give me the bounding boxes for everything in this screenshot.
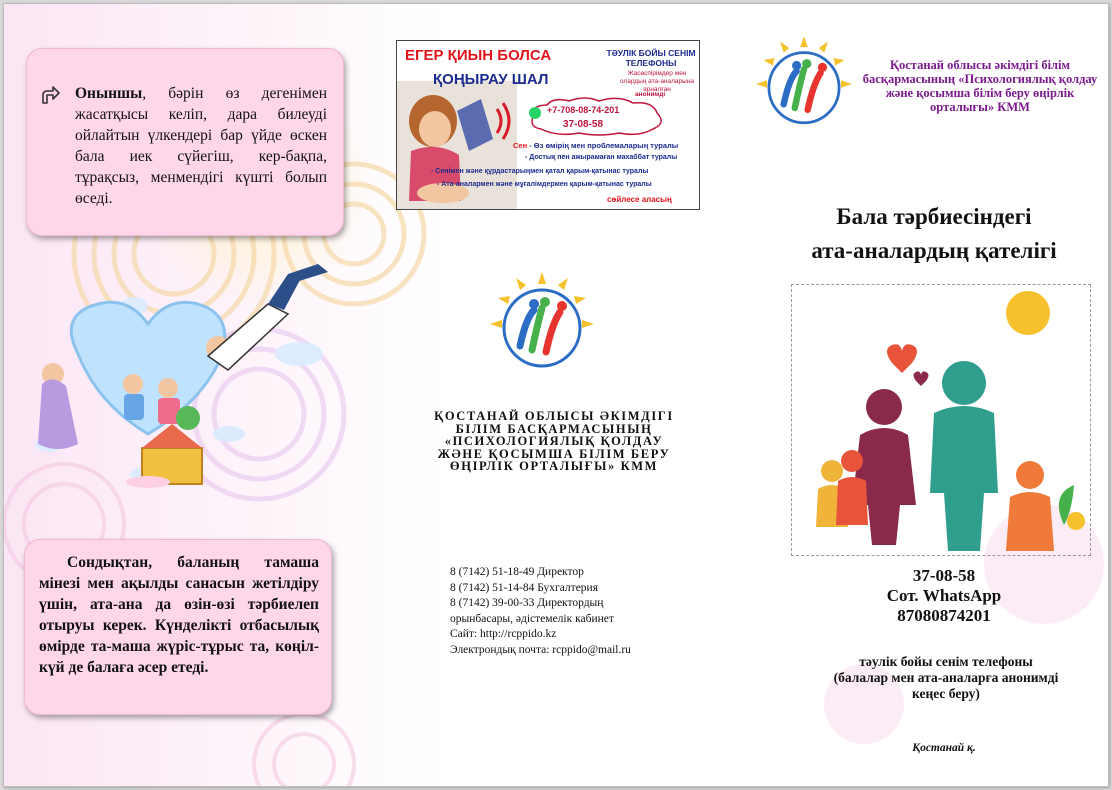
turn-arrow-icon [39,83,61,105]
banner-item-1: - Өз өмірің мен проблемаларың туралы [529,141,679,150]
card-top-lead: Оныншы [75,85,143,102]
banner-title-line2: ҚОҢЫРАУ ШАЛ [433,71,549,88]
website-line: Сайт: http://rcppido.kz [450,628,557,640]
banner-you-line [513,141,678,150]
banner-you: Сен [513,141,528,150]
org-name-middle: ҚОСТАНАЙ ОБЛЫСЫ ӘКІМДІГІ БІЛІМ БАСҚАРМАСЫНЫҢ «ПСИХОЛОГИЯЛЫҚ ҚОЛДАУ ЖӘНЕ ҚОСЫМША БІЛІМ БЕРУ ӨҢІРЛІК ОРТАЛЫҒЫ» КММ [434,409,674,473]
hotline-line1: тәулік бойы сенім телефоны [859,654,1033,669]
banner-phone-heading: ТӘУЛІК БОЙЫ СЕНІМ ТЕЛЕФОНЫ [606,48,696,68]
contact-line: 8 (7142) 39-00-33 Директордың [450,597,604,609]
brochure-title [774,200,1094,268]
org-name-right: Қостанай облысы әкімдігі білім басқармасының «Психологиялық қолдау және қосымша білім беру өңірлік орталығы» КММ [862,58,1098,114]
child-photo [397,81,517,209]
banner-title-line1: ЕГЕР ҚИЫН БОЛСА [405,47,552,64]
hotline-line2: (балалар мен ата-аналарға анонимді [833,670,1059,685]
contacts-list [450,565,631,658]
contact-line: 8 (7142) 51-14-84 Бухгалтерия [450,581,598,594]
whatsapp-label: Сот. WhatsApp [886,586,1002,605]
hotline-line3: кеңес беру) [912,686,980,701]
email-line: Электрондық почта: rcppido@mail.ru [450,643,631,656]
card-bottom-text: Сондықтан, баланың тамаша мінезі мен ақылды санасын жетілдіру үшін, ата-ана да өзін-өзі тәрбиелеп отыруы керек. Күнделікті отбасылық өмірде та-маша жүріс-тұрыс та, көңіл-күй де балаға әсер етеді. [39,554,319,676]
banner-item-4: - Ата-аналармен және мұғалімдермен қарым-қатынас туралы [437,181,652,188]
whatsapp-number: 87080874201 [897,606,991,625]
brochure-page [3,3,1109,787]
banner-number-city: 37-08-58 [563,119,604,130]
family-icon [792,285,1090,555]
banner-anonymous: анонимді [635,91,666,98]
banner-footer: сөйлесе аласың [607,195,672,204]
banner-item-2: - Достық пен ажырамаған махаббат туралы [525,154,678,161]
phone-number: 37-08-58 [912,566,976,585]
info-card-top [26,48,344,236]
family-image-frame [791,284,1091,556]
speech-cloud-icon [529,97,667,137]
helpline-banner [396,40,700,210]
family-illustration [38,244,348,504]
title-line1: Бала тәрбиесіндегі [836,204,1032,229]
banner-number-mobile: +7-708-08-74-201 [547,105,620,115]
card-top-text [75,83,327,209]
title-line2: ата-аналардың қателігі [811,238,1057,263]
info-card-bottom [24,539,332,715]
banner-subtitle: Жасөспірімдер мен олардың ата-аналарына арналған [619,70,695,93]
contact-line: орынбасары, әдістемелік кабинет [450,612,614,625]
center-logo-emblem [490,272,594,376]
banner-item-3: - Сенімен және құрдастарыңмен қатал қарым-қатынас туралы [431,168,649,175]
city-label: Қостанай қ. [912,742,976,754]
header-logo-emblem [756,36,852,132]
phone-block [824,566,1064,626]
card-top-body: , бәрін өз дегенімен жасатқысы келіп, дара билеуді ойлайтын үлкендері бар үйде өскен бала иек сүйегіш, кер-бақпа, тұрақсыз, менмендігі күшті болып өседі. [75,85,327,207]
contact-line: 8 (7142) 51-18-49 Директор [450,566,584,578]
hotline-description [796,654,1096,702]
